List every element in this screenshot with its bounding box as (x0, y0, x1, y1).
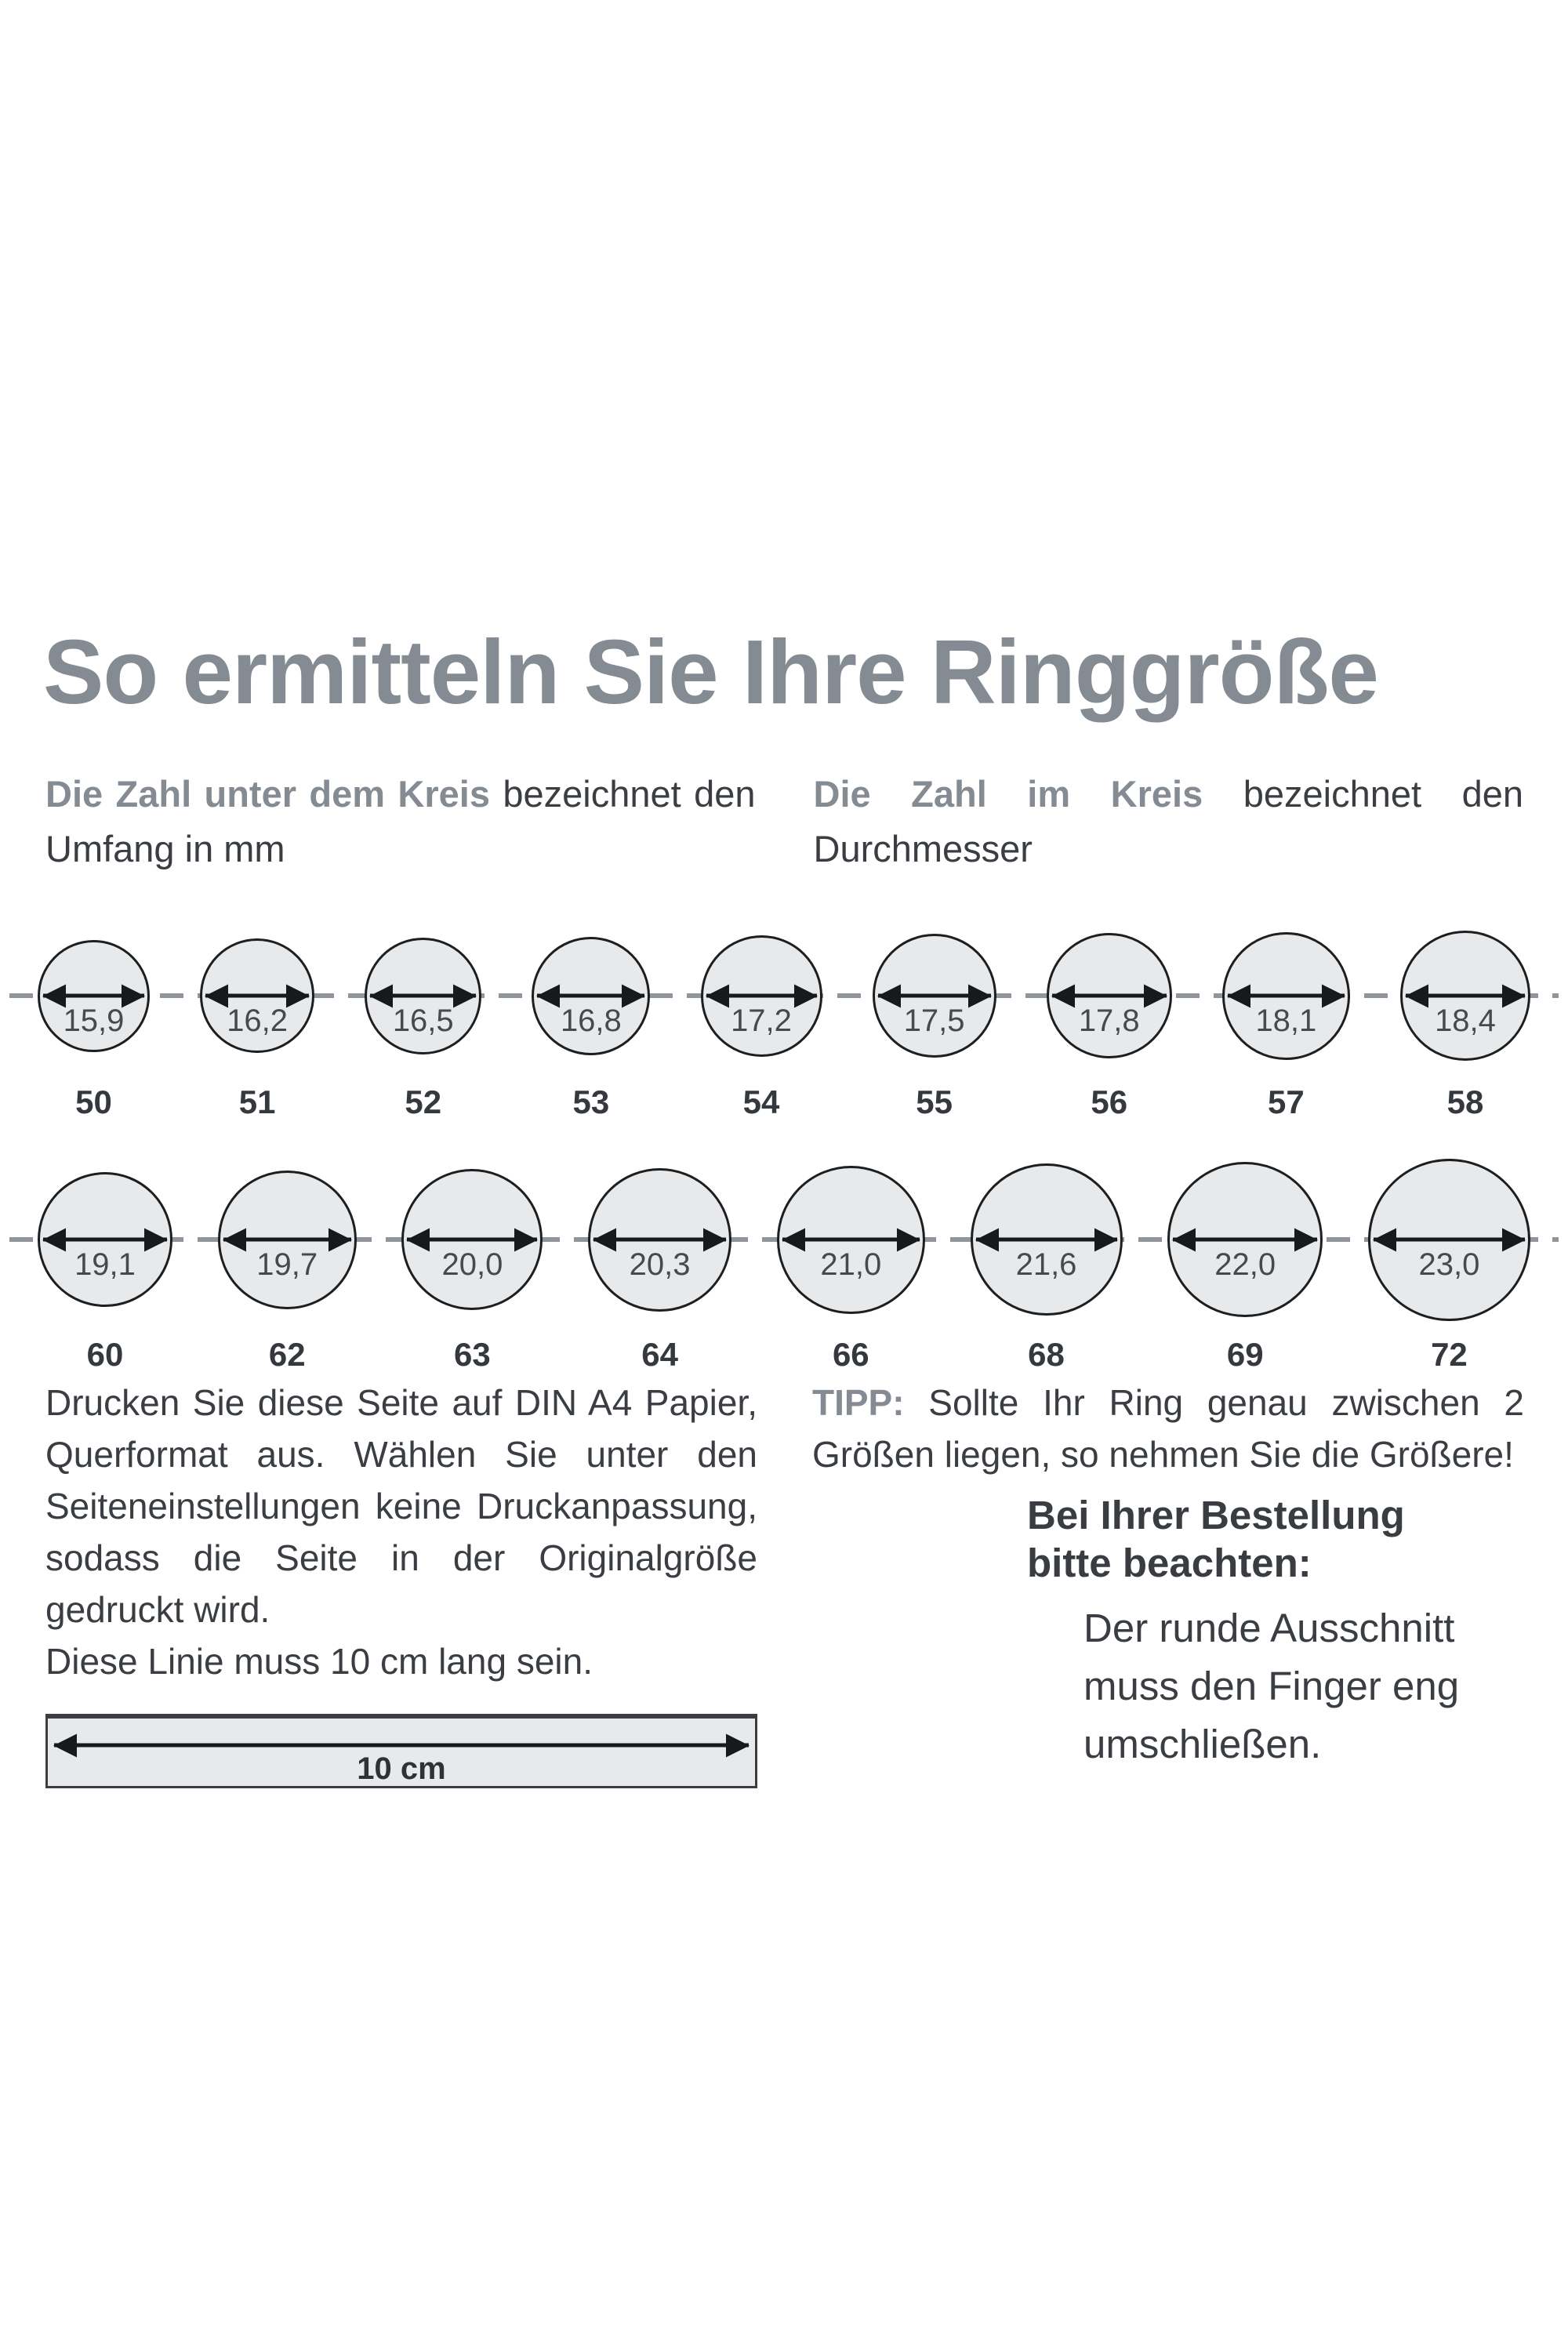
ring-item (1368, 1156, 1530, 1374)
ring-circle (38, 1172, 172, 1307)
ring-size-label: 60 (86, 1336, 124, 1373)
ring-row-1-circles (38, 927, 1530, 1121)
ring-item (38, 927, 150, 1121)
ring-diameter-label: 18,1 (1255, 1004, 1317, 1038)
ring-item (365, 927, 481, 1121)
ring-circle (873, 934, 996, 1058)
ring-size-label: 54 (742, 1083, 780, 1120)
tip-section (812, 1377, 1524, 1773)
ring-item (701, 927, 822, 1121)
intro-left (45, 767, 756, 877)
ring-size-label: 53 (572, 1083, 610, 1120)
intro-left-highlight: Die Zahl unter dem Kreis (45, 773, 490, 815)
ring-diameter-label: 18,4 (1435, 1004, 1496, 1038)
ring-row-sizes-60-72 (0, 1156, 1568, 1374)
ruler-note: Diese Linie muss 10 cm lang sein. (45, 1641, 593, 1682)
ring-size-label: 69 (1226, 1336, 1264, 1373)
ring-circle-area (200, 927, 314, 1065)
diameter-arrow (1173, 1238, 1317, 1242)
diameter-arrow (1228, 994, 1345, 998)
ring-circle-area (588, 1156, 731, 1323)
ring-circle-area (1047, 927, 1172, 1065)
intro-left-rest: bezeichnet den Umfang in mm (45, 773, 756, 869)
ring-circle (532, 937, 650, 1055)
diameter-arrow (1374, 1238, 1525, 1242)
order-note-body: Der runde Ausschnitt muss den Finger eng umschließen. (1083, 1606, 1460, 1766)
ring-item (200, 927, 314, 1121)
ring-size-label: 62 (268, 1336, 306, 1373)
ring-circle-area (1167, 1156, 1323, 1323)
page-title: So ermitteln Sie Ihre Ringgröße (43, 621, 1378, 723)
ring-diameter-label: 19,1 (74, 1247, 136, 1282)
ring-item (1047, 927, 1172, 1121)
ring-circle (1400, 931, 1530, 1061)
ring-size-label: 68 (1028, 1336, 1065, 1373)
diameter-arrow (593, 1238, 726, 1242)
ring-size-label: 55 (916, 1083, 953, 1120)
ring-diameter-label: 21,0 (820, 1247, 882, 1282)
ring-circle (588, 1168, 731, 1312)
ring-circle-area (218, 1156, 357, 1323)
intro-right-highlight: Die Zahl im Kreis (813, 773, 1203, 815)
ring-item (1400, 927, 1530, 1121)
diameter-arrow (223, 1238, 351, 1242)
ring-circle (218, 1171, 357, 1309)
diameter-arrow (782, 1238, 920, 1242)
ring-size-label: 52 (405, 1083, 442, 1120)
diameter-arrow (43, 994, 144, 998)
ring-size-label: 57 (1268, 1083, 1305, 1120)
ring-diameter-label: 17,2 (731, 1004, 792, 1038)
ring-row-2-circles (38, 1156, 1530, 1374)
ring-circle (971, 1163, 1123, 1316)
ring-diameter-label: 16,5 (392, 1004, 454, 1038)
ring-circle (200, 938, 314, 1053)
ring-circle-area (38, 927, 150, 1065)
ring-circle (1047, 933, 1172, 1058)
diameter-arrow (1052, 994, 1167, 998)
ruler (45, 1714, 757, 1788)
ring-circle-area (1400, 927, 1530, 1065)
ring-item (777, 1156, 925, 1374)
ring-circle (1222, 932, 1350, 1060)
diameter-arrow (43, 1238, 167, 1242)
diameter-arrow (407, 1238, 537, 1242)
ring-diameter-label: 15,9 (63, 1004, 125, 1038)
ring-diameter-label: 20,3 (629, 1247, 691, 1282)
ring-diameter-label: 20,0 (441, 1247, 503, 1282)
ring-diameter-label: 17,8 (1078, 1004, 1140, 1038)
ring-circle-area (1368, 1156, 1530, 1323)
tip-label: TIPP: (812, 1382, 905, 1423)
ring-circle (1167, 1162, 1323, 1317)
ring-circle-area (971, 1156, 1123, 1323)
diameter-arrow (706, 994, 817, 998)
ring-circle-area (701, 927, 822, 1065)
ring-size-label: 50 (75, 1083, 112, 1120)
diameter-arrow (370, 994, 476, 998)
ring-diameter-label: 16,8 (560, 1004, 622, 1038)
ruler-label: 10 cm (357, 1751, 446, 1786)
ring-circle-area (1222, 927, 1350, 1065)
ring-circle (701, 935, 822, 1057)
ring-circle (777, 1166, 925, 1314)
ring-diameter-label: 19,7 (256, 1247, 318, 1282)
diameter-arrow (976, 1238, 1117, 1242)
ring-item (588, 1156, 731, 1374)
ring-item (971, 1156, 1123, 1374)
ring-circle (365, 938, 481, 1054)
order-note-heading (1027, 1491, 1524, 1587)
diameter-arrow (537, 994, 644, 998)
ring-size-label: 64 (641, 1336, 678, 1373)
ring-item (401, 1156, 543, 1374)
ring-circle-area (532, 927, 650, 1065)
ring-item (1167, 1156, 1323, 1374)
ring-item (873, 927, 996, 1121)
intro-right (814, 767, 1524, 877)
ring-size-label: 51 (238, 1083, 276, 1120)
ring-circle-area (873, 927, 996, 1065)
ruler-arrow (54, 1744, 749, 1748)
ring-item (1222, 927, 1350, 1121)
ring-item (532, 927, 650, 1121)
ring-diameter-label: 17,5 (903, 1004, 965, 1038)
diameter-arrow (1406, 994, 1525, 998)
ring-size-label: 72 (1431, 1336, 1468, 1373)
ring-diameter-label: 22,0 (1214, 1247, 1276, 1282)
tip-paragraph (812, 1377, 1524, 1480)
intro-row (45, 767, 1523, 877)
tip-text: Sollte Ihr Ring genau zwischen 2 Größen liegen, so nehmen Sie die Größere! (812, 1382, 1524, 1475)
order-note-heading-line2: bitte beachten: (1027, 1541, 1312, 1585)
print-instructions-paragraph: Drucken Sie diese Seite auf DIN A4 Papier, Querformat aus. Wählen Sie unter den Seiteneinstellungen keine Druckanpassung, sodass die Seite in der Originalgröße gedruckt wird. (45, 1382, 757, 1630)
intro-right-rest: bezeichnet den Durchmesser (813, 773, 1523, 869)
diameter-arrow (878, 994, 991, 998)
order-note-heading-line1: Bei Ihrer Bestellung (1027, 1493, 1405, 1537)
ring-item (218, 1156, 357, 1374)
ring-diameter-label: 23,0 (1418, 1247, 1480, 1282)
ring-size-label: 58 (1446, 1083, 1484, 1120)
ring-row-sizes-50-58 (0, 927, 1568, 1121)
ring-circle (38, 940, 150, 1052)
ring-item (38, 1156, 172, 1374)
ring-circle (1368, 1159, 1530, 1321)
ring-size-label: 63 (454, 1336, 491, 1373)
print-instructions-section (45, 1377, 757, 1788)
ring-size-label: 56 (1091, 1083, 1128, 1120)
ring-circle-area (401, 1156, 543, 1323)
ring-circle-area (777, 1156, 925, 1323)
ring-circle-area (38, 1156, 172, 1323)
ring-size-label: 66 (832, 1336, 869, 1373)
ring-circle-area (365, 927, 481, 1065)
ring-circle (401, 1169, 543, 1310)
diameter-arrow (205, 994, 309, 998)
ring-diameter-label: 21,6 (1015, 1247, 1077, 1282)
ring-diameter-label: 16,2 (227, 1004, 289, 1038)
